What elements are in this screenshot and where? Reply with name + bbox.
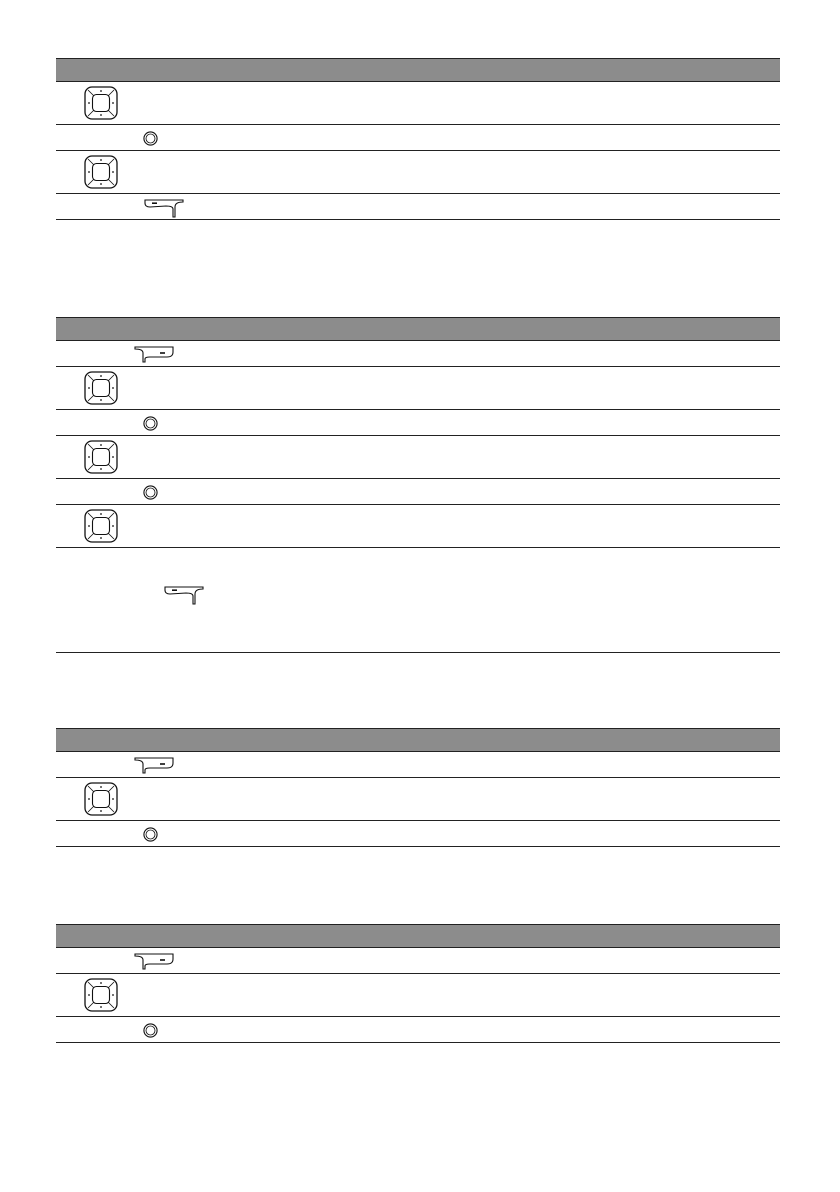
left-soft-key-icon xyxy=(162,585,204,605)
center-select-button-icon xyxy=(143,1023,158,1038)
left-soft-key-icon xyxy=(142,198,184,218)
right-soft-key-icon xyxy=(134,756,176,774)
navigation-pad-icon xyxy=(84,782,118,816)
table-row xyxy=(56,341,780,367)
navigation-pad-icon xyxy=(84,86,118,120)
table-row xyxy=(56,974,780,1017)
right-soft-key-icon xyxy=(134,345,176,363)
key-table-4 xyxy=(56,924,780,1043)
navigation-pad-icon xyxy=(84,440,118,474)
key-table-3 xyxy=(56,728,780,847)
navigation-pad-icon xyxy=(84,155,118,189)
navigation-pad-icon xyxy=(84,509,118,543)
center-select-button-icon xyxy=(143,416,158,431)
table-header xyxy=(56,58,780,82)
table-header xyxy=(56,317,780,341)
navigation-pad-icon xyxy=(84,978,118,1012)
table-row xyxy=(56,436,780,479)
table-row xyxy=(56,778,780,821)
table-row xyxy=(56,82,780,125)
table-row xyxy=(56,151,780,194)
table-row xyxy=(56,548,780,653)
table-row xyxy=(56,752,780,778)
table-row xyxy=(56,505,780,548)
right-soft-key-icon xyxy=(134,952,176,970)
table-row xyxy=(56,479,780,505)
table-header xyxy=(56,924,780,948)
key-table-1 xyxy=(56,58,780,220)
center-select-button-icon xyxy=(143,131,158,146)
navigation-pad-icon xyxy=(84,371,118,405)
table-row xyxy=(56,948,780,974)
center-select-button-icon xyxy=(143,827,158,842)
key-table-2 xyxy=(56,317,780,653)
table-row xyxy=(56,367,780,410)
table-row xyxy=(56,821,780,847)
table-row xyxy=(56,410,780,436)
table-row xyxy=(56,1017,780,1043)
table-header xyxy=(56,728,780,752)
table-row xyxy=(56,194,780,220)
table-row xyxy=(56,125,780,151)
center-select-button-icon xyxy=(143,485,158,500)
